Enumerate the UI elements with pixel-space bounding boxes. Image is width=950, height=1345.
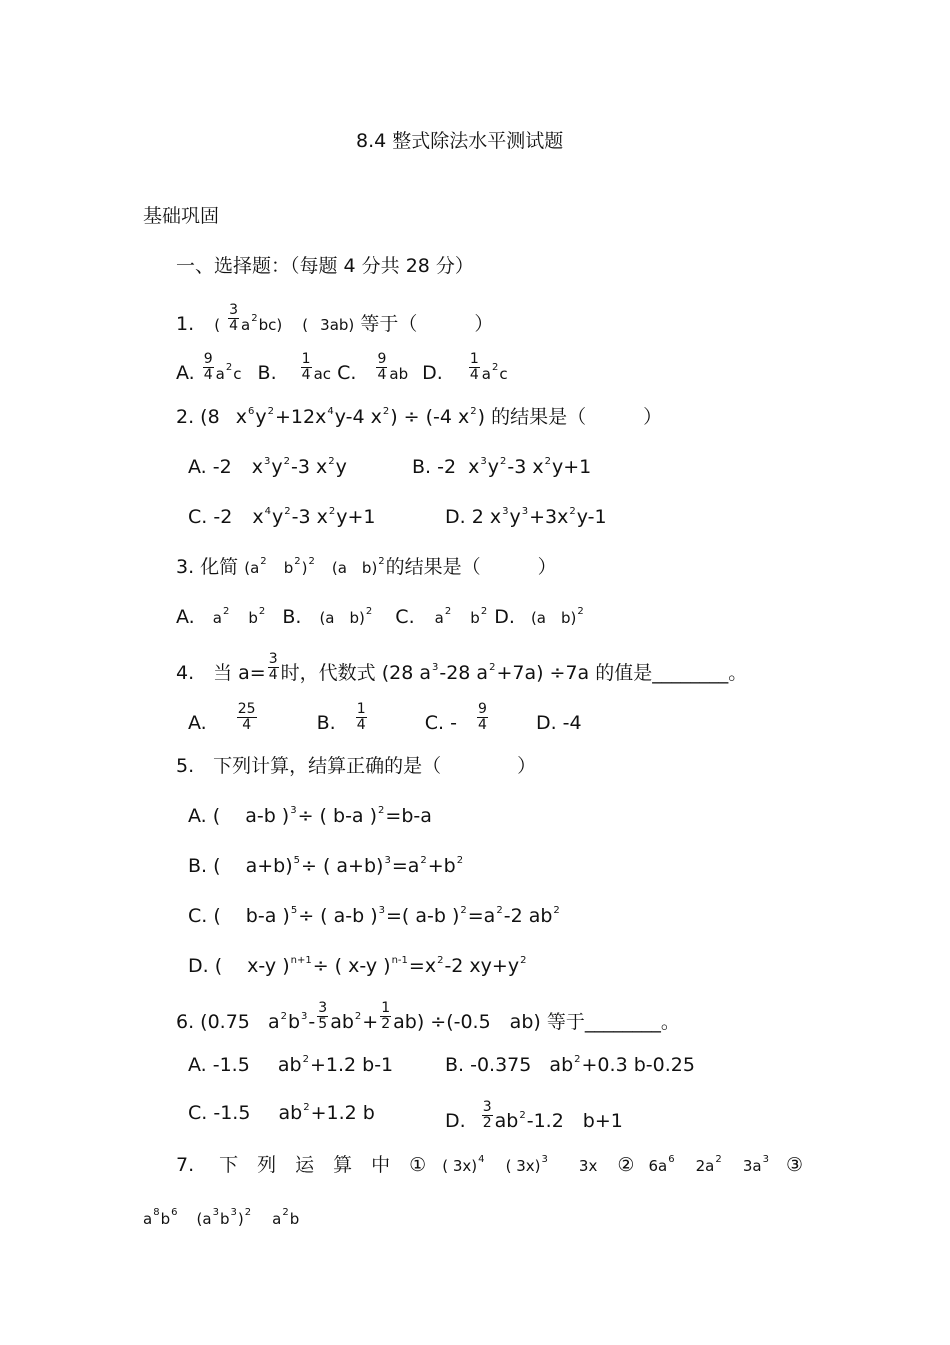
question-5-option-a: A. ( a-b )3÷ ( b-a )2=b-a: [188, 805, 432, 827]
question-7: 7. 下 列 运 算 中 ① ( 3x)4 ( 3x)3 3x ② 6a6 2a2 3a3 ③: [176, 1154, 804, 1176]
page-title: 8.4 整式除法水平测试题: [356, 130, 564, 152]
question-2-option-c: C. -2 x4y2-3 x2y+1: [188, 506, 376, 528]
question-5-option-c: C. ( b-a )5÷ ( a-b )3=( a-b )2=a2-2 ab2: [188, 905, 560, 927]
question-3-options: A. a2 b2 B. (a b)2 C. a2 b2 D. (a b)2: [176, 606, 584, 628]
section-heading: 基础巩固: [143, 205, 220, 227]
question-2-option-a: A. -2 x3y2-3 x2y: [188, 456, 347, 478]
question-6-option-b: B. -0.375 ab2+0.3 b-0.25: [445, 1054, 695, 1076]
question-1: 1. ( $\frac{3}{4}$ a2bc) ( 3ab) 等于（ ）: [176, 302, 494, 335]
question-6-option-d: D. $\frac{3}{2}$ ab2-1.2 b+1: [445, 1099, 623, 1132]
question-2: 2. (8 x6y2+12x4y-4 x2) ÷ (-4 x2) 的结果是（ ）: [176, 406, 663, 428]
question-5-option-d: D. ( x-y )n+1÷ ( x-y )n-1=x2-2 xy+y2: [188, 955, 527, 977]
part-heading: 一、选择题：（每题 4 分共 28 分）: [176, 255, 474, 277]
question-2-option-d: D. 2 x3y3+3x2y-1: [445, 506, 607, 528]
question-6: 6. (0.75 a2b3- $\frac{3}{5}$ ab2+ $\frac{1}{2}$ ab) ÷(-0.5 ab) 等于________。: [176, 1000, 680, 1033]
question-6-option-c: C. -1.5 ab2+1.2 b: [188, 1102, 375, 1124]
question-7-continued: a8b6 (a3b3)2 a2b: [143, 1207, 300, 1228]
question-5-option-b: B. ( a+b)5÷ ( a+b)3=a2+b2: [188, 855, 464, 877]
question-6-option-a: A. -1.5 ab2+1.2 b-1: [188, 1054, 394, 1076]
question-1-options: A. $\frac{9}{4}$ a2c B. $\frac{1}{4}$ ac C. $\frac{9}{4}$ ab D. $\frac{1}{4}$ a2c: [176, 351, 508, 384]
question-4-options: A. $\frac{25}{4}$ B. $\frac{1}{4}$ C. - $\frac{9}{4}$ D. -4: [188, 701, 582, 734]
question-4: 4. 当 a= $\frac{3}{4}$ 时，代数式 (28 a3-28 a2+7a) ÷7a 的值是________。: [176, 651, 748, 684]
question-3: 3. 化简 (a2 b2)2 (a b)2的结果是（ ）: [176, 556, 557, 578]
question-5: 5. 下列计算，结算正确的是（ ）: [176, 755, 537, 777]
question-2-option-b: B. -2 x3y2-3 x2y+1: [412, 456, 592, 478]
